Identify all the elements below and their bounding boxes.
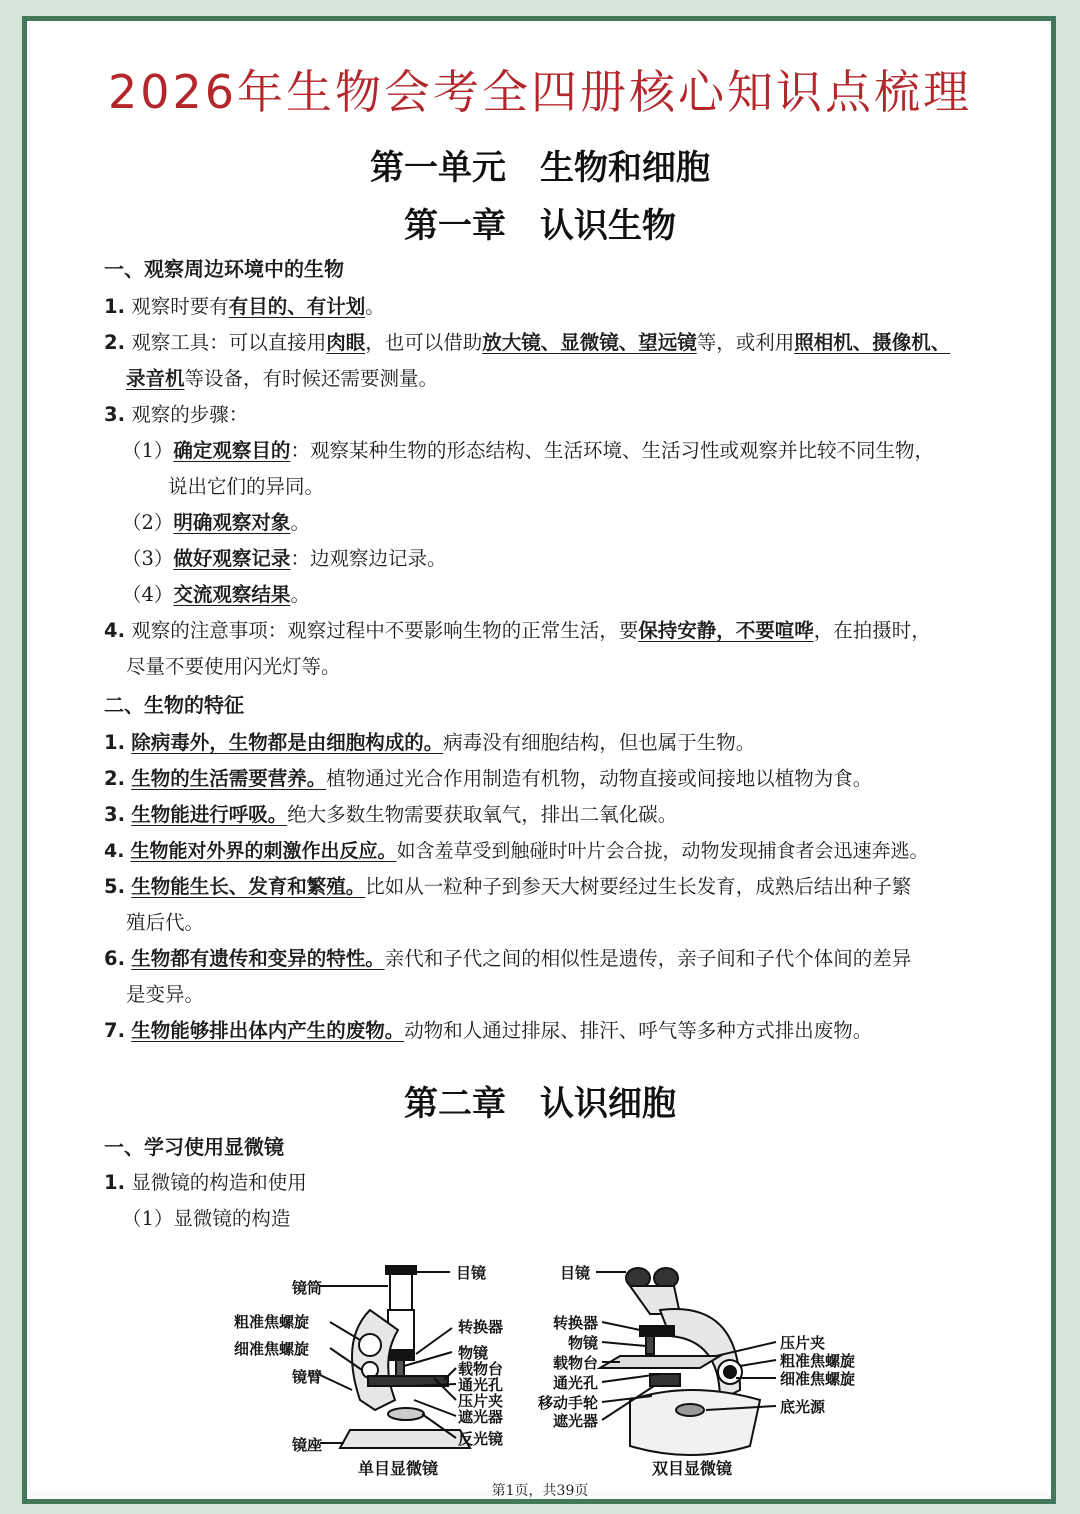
label-bino-eyepiece: 目镜 — [559, 1264, 590, 1282]
section-heading: 二、生物的特征 — [104, 693, 244, 717]
mono-objective-icon — [396, 1360, 404, 1376]
list-item: 5. 生物能生长、发育和繁殖。比如从一粒种子到参天大树要经过生长发育，成熟后结出种子繁 — [104, 875, 912, 898]
label-fine-focus: 细准焦螺旋 — [234, 1340, 310, 1358]
label-bino-fine-focus: 细准焦螺旋 — [780, 1370, 856, 1388]
mono-eyepiece-icon — [390, 1270, 412, 1310]
label-bino-diaphragm: 遮光器 — [552, 1412, 598, 1430]
list-item: 4. 观察的注意事项：观察过程中不要影响生物的正常生活，要保持安静，不要喧哗，在拍摄时， — [104, 619, 931, 642]
label-bino-stage: 载物台 — [552, 1354, 598, 1372]
label-bino-nosepiece: 转换器 — [552, 1314, 598, 1332]
bino-base-icon — [630, 1390, 760, 1455]
leader-line — [740, 1360, 776, 1366]
list-item-continuation: 殖后代。 — [126, 911, 205, 934]
section-heading: 一、学习使用显微镜 — [104, 1135, 284, 1159]
bino-light-source-icon — [676, 1404, 704, 1416]
leader-line — [320, 1375, 352, 1390]
list-item: 1. 除病毒外，生物都是由细胞构成的。病毒没有细胞结构，但也属于生物。 — [104, 731, 756, 754]
sub-item: （1）确定观察目的：观察某种生物的形态结构、生活环境、生活习性或观察并比较不同生物， — [122, 439, 934, 462]
caption-bino: 双目显微镜 — [652, 1459, 733, 1478]
label-bino-objective: 物镜 — [567, 1334, 598, 1352]
label-bino-stage-knob: 移动手轮 — [537, 1394, 598, 1412]
bino-nosepiece-icon — [640, 1326, 674, 1336]
list-item: 6. 生物都有遗传和变异的特性。亲代和子代之间的相似性是遗传，亲子间和子代个体间的差异 — [104, 947, 912, 970]
microscope-figures — [220, 1250, 900, 1490]
label-bino-stage-clip: 压片夹 — [780, 1334, 826, 1352]
sub-item-continuation: 说出它们的异同。 — [168, 475, 325, 498]
list-item-continuation: 尽量不要使用闪光灯等。 — [126, 655, 341, 678]
mono-coarse-knob-icon — [359, 1334, 381, 1356]
list-item-continuation: 是变异。 — [126, 983, 205, 1006]
mono-base-icon — [340, 1430, 470, 1448]
label-stage: 载物台 — [458, 1360, 504, 1378]
label-coarse-focus: 粗准焦螺旋 — [234, 1313, 310, 1331]
list-item: 4. 生物能对外界的刺激作出反应。如含羞草受到触碰时叶片会合拢，动物发现捕食者会迅速奔逃。 — [104, 840, 929, 862]
mono-nosepiece-icon — [390, 1350, 414, 1360]
label-arm: 镜臂 — [292, 1368, 323, 1386]
label-bino-aperture: 通光孔 — [552, 1374, 598, 1392]
sub-item: （3）做好观察记录：边观察边记录。 — [122, 547, 447, 570]
chapter2-heading: 第二章 认识细胞 — [404, 1084, 676, 1124]
label-mirror: 反光镜 — [458, 1430, 504, 1448]
mono-mirror-icon — [388, 1408, 424, 1420]
chapter1-heading: 第一章 认识生物 — [404, 206, 676, 246]
leader-line — [602, 1322, 640, 1330]
leader-line — [416, 1328, 452, 1354]
bino-objective-icon — [646, 1336, 654, 1354]
caption-mono: 单目显微镜 — [358, 1459, 439, 1478]
label-diaphragm: 遮光器 — [458, 1408, 504, 1426]
section-heading: 一、观察周边环境中的生物 — [104, 257, 344, 281]
list-item: 2. 观察工具：可以直接用肉眼，也可以借助放大镜、显微镜、望远镜等，或利用照相机、摄像机、 — [104, 331, 951, 354]
label-bino-coarse-focus: 粗准焦螺旋 — [780, 1352, 856, 1370]
label-tube: 镜筒 — [292, 1279, 323, 1297]
leader-line — [444, 1368, 456, 1380]
document-title: 2026年生物会考全四册核心知识点梳理 — [107, 65, 973, 119]
list-item: 3. 观察的步骤： — [104, 403, 249, 426]
bino-fine-knob-icon — [724, 1366, 736, 1378]
page-footer: 第1页，共39页 — [491, 1483, 589, 1499]
list-item: 7. 生物能够排出体内产生的废物。动物和人通过排尿、排汗、呼气等多种方式排出废物。 — [104, 1019, 873, 1042]
list-item: 2. 生物的生活需要营养。植物通过光合作用制造有机物，动物直接或间接地以植物为食。 — [104, 767, 873, 790]
list-item: 1. 观察时要有有目的、有计划。 — [104, 295, 385, 318]
label-aperture: 通光孔 — [458, 1376, 504, 1394]
list-item-continuation: 录音机等设备，有时候还需要测量。 — [126, 367, 439, 390]
mono-eyepiece-cap-icon — [386, 1266, 416, 1274]
label-stage-clip: 压片夹 — [458, 1392, 504, 1410]
sub-item: （2）明确观察对象。 — [122, 511, 310, 534]
label-eyepiece: 目镜 — [456, 1264, 487, 1282]
label-base: 镜座 — [292, 1436, 323, 1454]
list-item: 1. 显微镜的构造和使用 — [104, 1171, 307, 1194]
list-item: 3. 生物能进行呼吸。绝大多数生物需要获取氧气，排出二氧化碳。 — [104, 803, 678, 826]
leader-line — [602, 1342, 646, 1346]
label-bino-light-source: 底光源 — [780, 1398, 826, 1416]
label-nosepiece: 转换器 — [458, 1318, 504, 1336]
sub-item: （1）显微镜的构造 — [122, 1207, 291, 1230]
bino-condenser-icon — [650, 1374, 680, 1386]
unit-heading: 第一单元 生物和细胞 — [370, 148, 710, 188]
sub-item: （4）交流观察结果。 — [122, 583, 310, 606]
label-objective: 物镜 — [458, 1344, 489, 1362]
